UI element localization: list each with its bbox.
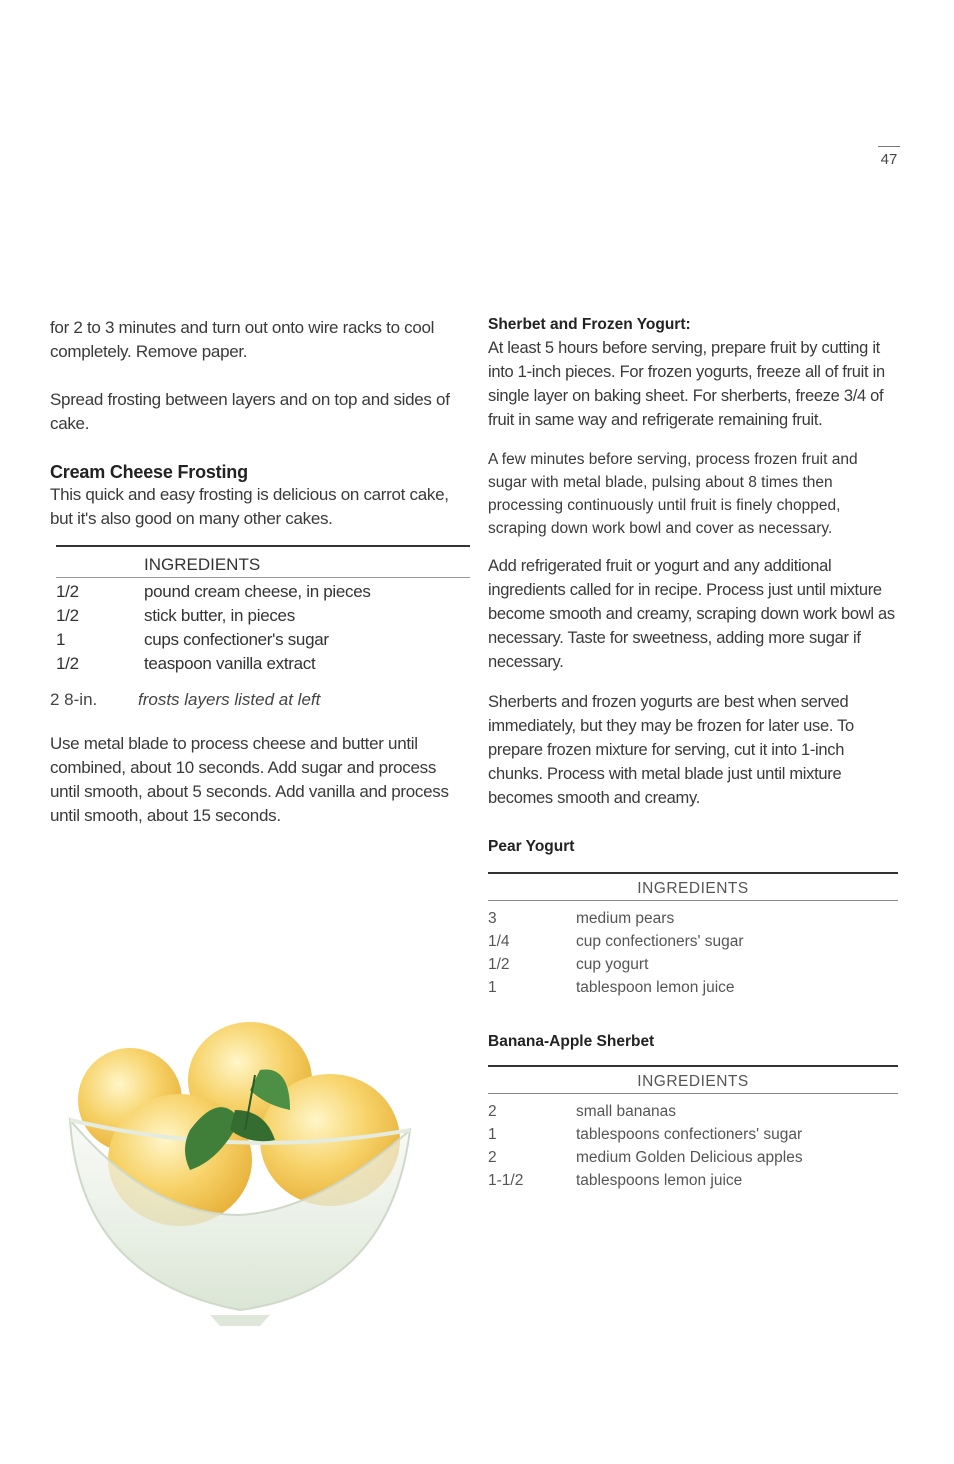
ingredient-qty: 2: [488, 1103, 497, 1120]
ingredient-row: [56, 580, 470, 604]
ingredients-heading: INGREDIENTS: [56, 547, 470, 578]
ingredient-row: [488, 1169, 898, 1192]
ingredient-row: [488, 1123, 898, 1146]
ingredients-table: [56, 545, 470, 676]
ingredient-row: [488, 976, 898, 999]
ingredient-qty: 1: [56, 630, 66, 649]
sherbet-paragraph: Add refrigerated fruit or yogurt and any additional ingredients called for in recipe. Process just until mixture become smooth and creamy, scraping down work bowl as necessary. Taste for sweetness, adding more sugar if necessary.: [488, 557, 895, 671]
ingredient-item: pound cream cheese, in pieces: [144, 582, 371, 601]
left-column: [50, 316, 470, 828]
ingredients-heading: INGREDIENTS: [488, 1067, 898, 1094]
ingredients-table: [488, 1065, 898, 1192]
ingredient-item: tablespoon lemon juice: [576, 979, 735, 996]
ingredient-qty: 2: [488, 1149, 497, 1166]
intro-paragraph: for 2 to 3 minutes and turn out onto wire racks to cool completely. Remove paper.: [50, 318, 435, 361]
sherbet-bowl-icon: [60, 1010, 420, 1330]
ingredient-item: medium pears: [576, 910, 675, 927]
yield-qty: 2 8-in.: [50, 690, 98, 709]
ingredient-row: [56, 628, 470, 652]
ingredient-row: [488, 930, 898, 953]
sherbet-paragraph: Sherberts and frozen yogurts are best when served immediately, but they may be frozen for later use. To prepare frozen mixture for serving, cut it into 1-inch chunks. Process with metal blade just until mixture becomes smooth and creamy.: [488, 693, 854, 807]
ingredient-qty: 1-1/2: [488, 1172, 524, 1189]
ingredient-qty: 3: [488, 910, 497, 927]
intro-paragraph: Spread frosting between layers and on top and sides of cake.: [50, 390, 450, 433]
ingredient-row: [488, 1146, 898, 1169]
ingredient-qty: 1: [488, 1126, 497, 1143]
recipe-description: This quick and easy frosting is delicious on carrot cake, but it's also good on many other cakes.: [50, 485, 449, 528]
ingredient-qty: 1/2: [56, 654, 79, 673]
ingredient-item: stick butter, in pieces: [144, 606, 295, 625]
ingredients-table: [488, 872, 898, 999]
ingredients-heading: INGREDIENTS: [488, 874, 898, 901]
ingredient-item: cup yogurt: [576, 956, 649, 973]
ingredient-item: medium Golden Delicious apples: [576, 1149, 803, 1166]
recipe-title-banana-apple: Banana-Apple Sherbet: [488, 1033, 655, 1050]
ingredient-item: tablespoons lemon juice: [576, 1172, 743, 1189]
sherbet-heading: Sherbet and Frozen Yogurt:: [488, 316, 691, 333]
ingredient-qty: 1/4: [488, 933, 510, 950]
yield-description: frosts layers listed at left: [138, 690, 321, 709]
recipe-method: Use metal blade to process cheese and butter until combined, about 10 seconds. Add sugar and process until smooth, about 5 seconds. Add vanilla and process until smooth, about 15 seconds.: [50, 734, 449, 825]
ingredient-row: [488, 907, 898, 930]
ingredient-row: [56, 604, 470, 628]
ingredient-qty: 1/2: [56, 582, 79, 601]
ingredient-item: tablespoons confectioners' sugar: [576, 1126, 803, 1143]
sherbet-paragraph: A few minutes before serving, process frozen fruit and sugar with metal blade, pulsing about 8 times then processing continuously until fruit is finely chopped, scraping down work bowl and cover as necessary.: [488, 451, 858, 537]
ingredient-row: [56, 652, 470, 676]
ingredient-item: cups confectioner's sugar: [144, 630, 329, 649]
right-column: [488, 316, 900, 1192]
ingredient-qty: 1: [488, 979, 497, 996]
ingredient-qty: 1/2: [56, 606, 79, 625]
recipe-title-cream-cheese: Cream Cheese Frosting: [50, 462, 248, 482]
ingredient-item: small bananas: [576, 1103, 676, 1120]
recipe-title-pear-yogurt: Pear Yogurt: [488, 838, 575, 855]
page-number: 47: [878, 146, 900, 168]
sherbet-bowl-photo: [60, 1010, 420, 1330]
ingredient-item: teaspoon vanilla extract: [144, 654, 316, 673]
ingredient-qty: 1/2: [488, 956, 510, 973]
ingredient-item: cup confectioners' sugar: [576, 933, 744, 950]
sherbet-paragraph: At least 5 hours before serving, prepare fruit by cutting it into 1-inch pieces. For frozen yogurts, freeze all of fruit in single layer on baking sheet. For sherberts, freeze 3/4 of fruit in same way and refrigerate remaining fruit.: [488, 339, 885, 429]
yield-row: [50, 690, 470, 710]
ingredient-row: [488, 953, 898, 976]
ingredient-row: [488, 1100, 898, 1123]
